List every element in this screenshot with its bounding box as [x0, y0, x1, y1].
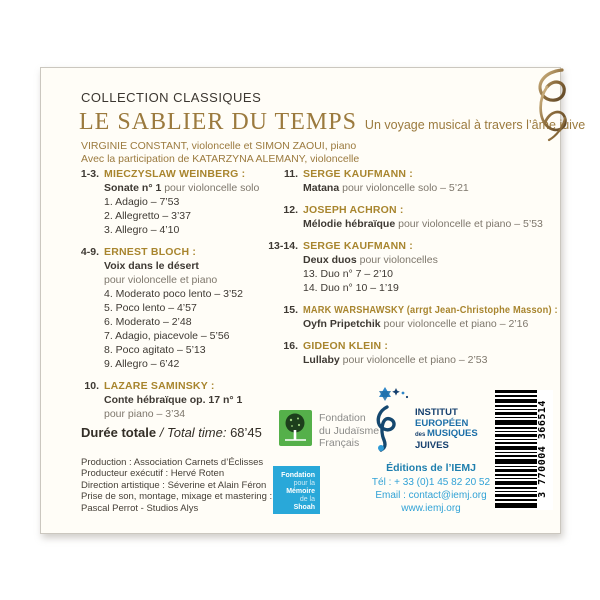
- participation-line: Avec la participation de KATARZYNA ALEMANY, violoncelle: [81, 153, 360, 165]
- work-title: Sonate n° 1 pour violoncelle solo: [104, 182, 260, 194]
- track-group: [283, 167, 565, 195]
- barcode: [495, 390, 553, 510]
- work-title: Deux duos pour violoncelles: [303, 254, 438, 266]
- composer-name: MIECZYSLAW WEINBERG :: [104, 168, 246, 180]
- track-number: 10.: [84, 380, 99, 392]
- composer-name: GIDEON KLEIN :: [303, 340, 389, 352]
- title-row: [79, 109, 585, 136]
- barcode-digits: 3 770004 366514: [537, 400, 548, 498]
- movement-line: 13. Duo n° 7 – 2’10: [303, 268, 394, 280]
- work-instrumentation: pour violoncelle et piano: [104, 274, 218, 286]
- track-number: 1-3.: [80, 168, 99, 180]
- credit-line: Pascal Perrot - Studios Alys: [81, 502, 199, 514]
- movement-line: 1. Adagio – 7’53: [104, 196, 180, 208]
- credit-line: Production : Association Carnets d’Éclisses: [81, 457, 264, 468]
- fjf-logo: [279, 410, 379, 450]
- movement-line: 9. Allegro – 6’42: [104, 358, 180, 370]
- iemj-logo-text: INSTITUT EUROPÉEN des MUSIQUES JUIVES: [415, 407, 478, 451]
- track-number: 13-14.: [268, 240, 298, 252]
- track-number: 4-9.: [80, 246, 99, 258]
- movement-line: 3. Allegro – 4’10: [104, 224, 180, 236]
- track-number: 12.: [283, 204, 298, 216]
- movement-line: 6. Moderato – 2’48: [104, 316, 192, 328]
- credit-line: Direction artistique : Séverine et Alain Féron: [81, 479, 267, 491]
- work-title: Voix dans le désert: [104, 260, 199, 272]
- hourglass-ornament-icon: [532, 66, 576, 150]
- editions-tel: Tél : + 33 (0)1 45 82 20 52: [371, 477, 491, 488]
- track-list-left: [80, 167, 309, 429]
- movement-line: 5. Poco lento – 4’57: [104, 302, 197, 314]
- editions-title: Éditions de l’IEMJ: [386, 462, 476, 474]
- barcode-bars: [495, 390, 537, 508]
- tree-icon: [279, 410, 312, 446]
- work-title: Lullaby pour violoncelle et piano – 2’53: [303, 354, 488, 366]
- performers-line: VIRGINIE CONSTANT, violoncelle et SIMON ZAOUI, piano: [81, 140, 357, 152]
- credit-line: Prise de son, montage, mixage et mastering :: [81, 491, 273, 503]
- work-title: Conte hébraïque op. 17 n° 1: [104, 394, 243, 406]
- track-number: 15.: [283, 304, 298, 316]
- track-group: [268, 239, 565, 295]
- fjf-logo-text: Fondation du Judaïsme Français: [319, 412, 380, 449]
- composer-name: SERGE KAUFMANN :: [303, 240, 413, 252]
- editions-block: [351, 462, 511, 515]
- track-group: [283, 339, 565, 367]
- editions-email: Email : contact@iemj.org: [375, 490, 487, 501]
- track-list-right: [268, 167, 565, 375]
- movement-line: 14. Duo n° 10 – 1’19: [303, 282, 399, 294]
- editions-web: www.iemj.org: [401, 503, 461, 514]
- movement-line: 2. Allegretto – 3’37: [104, 210, 191, 222]
- composer-name: ERNEST BLOCH :: [104, 246, 197, 258]
- track-group: [80, 167, 309, 237]
- fms-logo: Fondation pour la Mémoire de la Shoah: [273, 466, 320, 514]
- composer-name: SERGE KAUFMANN :: [303, 168, 413, 180]
- work-instrumentation: pour piano – 3’34: [104, 408, 186, 420]
- movement-line: 7. Adagio, piacevole – 5’56: [104, 330, 230, 342]
- movement-line: 8. Poco agitato – 5’13: [104, 344, 206, 356]
- collection-label: COLLECTION CLASSIQUES: [81, 90, 262, 105]
- work-title: Oyfn Pripetchik pour violoncelle et piano – 2’16: [303, 318, 529, 330]
- credit-line: Producteur exécutif : Hervé Roten: [81, 468, 225, 480]
- treble-clef-star-icon: [371, 385, 411, 453]
- credits: [81, 457, 272, 514]
- work-title: Matana pour violoncelle solo – 5’21: [303, 182, 469, 194]
- track-group: [80, 245, 309, 371]
- composer-name: LAZARE SAMINSKY :: [104, 380, 215, 392]
- composer-name: JOSEPH ACHRON :: [303, 204, 404, 216]
- cover-card: [40, 67, 586, 534]
- album-title: LE SABLIER DU TEMPS: [79, 109, 357, 135]
- total-time: Durée totale / Total time: 68’45: [81, 425, 262, 440]
- album-subtitle: Un voyage musical à travers l’âme juive: [364, 118, 586, 132]
- track-group: [283, 203, 565, 231]
- composer-name: MARK WARSHAWSKY (arrgt Jean-Christophe Masson) :: [303, 304, 558, 316]
- track-number: 16.: [283, 340, 298, 352]
- movement-line: 4. Moderato poco lento – 3’52: [104, 288, 243, 300]
- track-group: [283, 303, 565, 331]
- track-number: 11.: [283, 168, 298, 180]
- work-title: Mélodie hébraïque pour violoncelle et piano – 5’53: [303, 218, 543, 230]
